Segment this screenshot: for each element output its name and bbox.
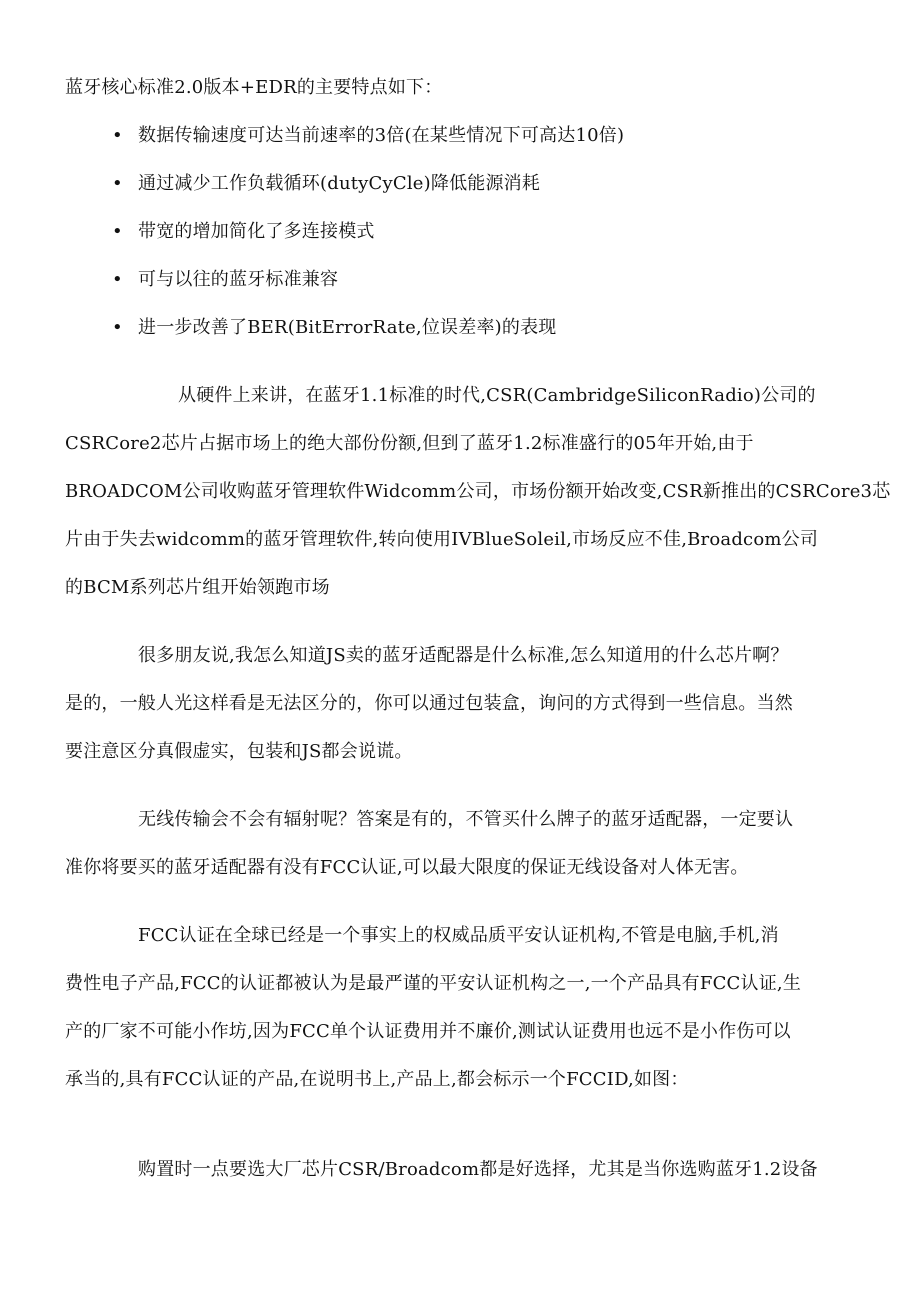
bullet-text: 进一步改善了BER(BitErrorRate,位误差率)的表现: [138, 317, 557, 338]
paragraph-line: 要注意区分真假虚实，包装和JS都会说谎。: [65, 741, 413, 762]
paragraph-line: 是的，一般人光这样看是无法区分的，你可以通过包装盒，询问的方式得到一些信息。当然: [65, 693, 793, 714]
paragraph-line: 准你将要买的蓝牙适配器有没有FCC认证,可以最大限度的保证无线设备对人体无害。: [65, 857, 749, 878]
bullet-item: [112, 268, 912, 292]
bullet-item: [112, 124, 912, 148]
intro-line: 蓝牙核心标准2.0版本+EDR的主要特点如下：: [65, 77, 443, 98]
bullet-text: 可与以往的蓝牙标准兼容: [138, 269, 339, 290]
bullet-icon: •: [112, 221, 123, 242]
bullet-item: [112, 220, 912, 244]
paragraph-line: BROADCOM公司收购蓝牙管理软件Widcomm公司，市场份额开始改变,CSR新推出的CSRCore3芯: [65, 481, 891, 502]
bullet-text: 通过减少工作负载循环(dutyCyCle)降低能源消耗: [138, 173, 541, 194]
paragraph-line: FCC认证在全球已经是一个事实上的权威品质平安认证机构,不管是电脑,手机,消: [138, 925, 779, 946]
paragraph-line: 费性电子产品,FCC的认证都被认为是最严谨的平安认证机构之一,一个产品具有FCC认证,生: [65, 973, 802, 994]
paragraph-line: CSRCore2芯片占据市场上的绝大部份份额,但到了蓝牙1.2标准盛行的05年开始,由于: [65, 433, 754, 454]
bullet-item: [112, 172, 912, 196]
bullet-item: [112, 316, 912, 340]
paragraph-line: 的BCM系列芯片组开始领跑市场: [65, 577, 330, 598]
bullet-icon: •: [112, 269, 123, 290]
bullet-text: 带宽的增加简化了多连接模式: [138, 221, 375, 242]
bullet-icon: •: [112, 317, 123, 338]
paragraph-line: 购置时一点要选大厂芯片CSR/Broadcom都是好选择，尤其是当你选购蓝牙1.2设备: [138, 1159, 818, 1180]
paragraph-line: 从硬件上来讲，在蓝牙1.1标准的时代,CSR(CambridgeSiliconRadio)公司的: [178, 385, 816, 406]
paragraph-line: 无线传输会不会有辐射呢？答案是有的，不管买什么牌子的蓝牙适配器，一定要认: [138, 809, 794, 830]
paragraph-line: 很多朋友说,我怎么知道JS卖的蓝牙适配器是什么标准,怎么知道用的什么芯片啊？: [138, 645, 789, 666]
paragraph-line: 产的厂家不可能小作坊,因为FCC单个认证费用并不廉价,测试认证费用也远不是小作伤可以: [65, 1021, 791, 1042]
paragraph-line: 片由于失去widcomm的蓝牙管理软件,转向使用IVBlueSoleil,市场反应不佳,Broadcom公司: [65, 529, 819, 550]
paragraph-line: 承当的,具有FCC认证的产品,在说明书上,产品上,都会标示一个FCCID,如图：: [65, 1069, 689, 1090]
bullet-text: 数据传输速度可达当前速率的3倍(在某些情况下可高达10倍): [138, 125, 625, 146]
bullet-icon: •: [112, 125, 123, 146]
bullet-icon: •: [112, 173, 123, 194]
